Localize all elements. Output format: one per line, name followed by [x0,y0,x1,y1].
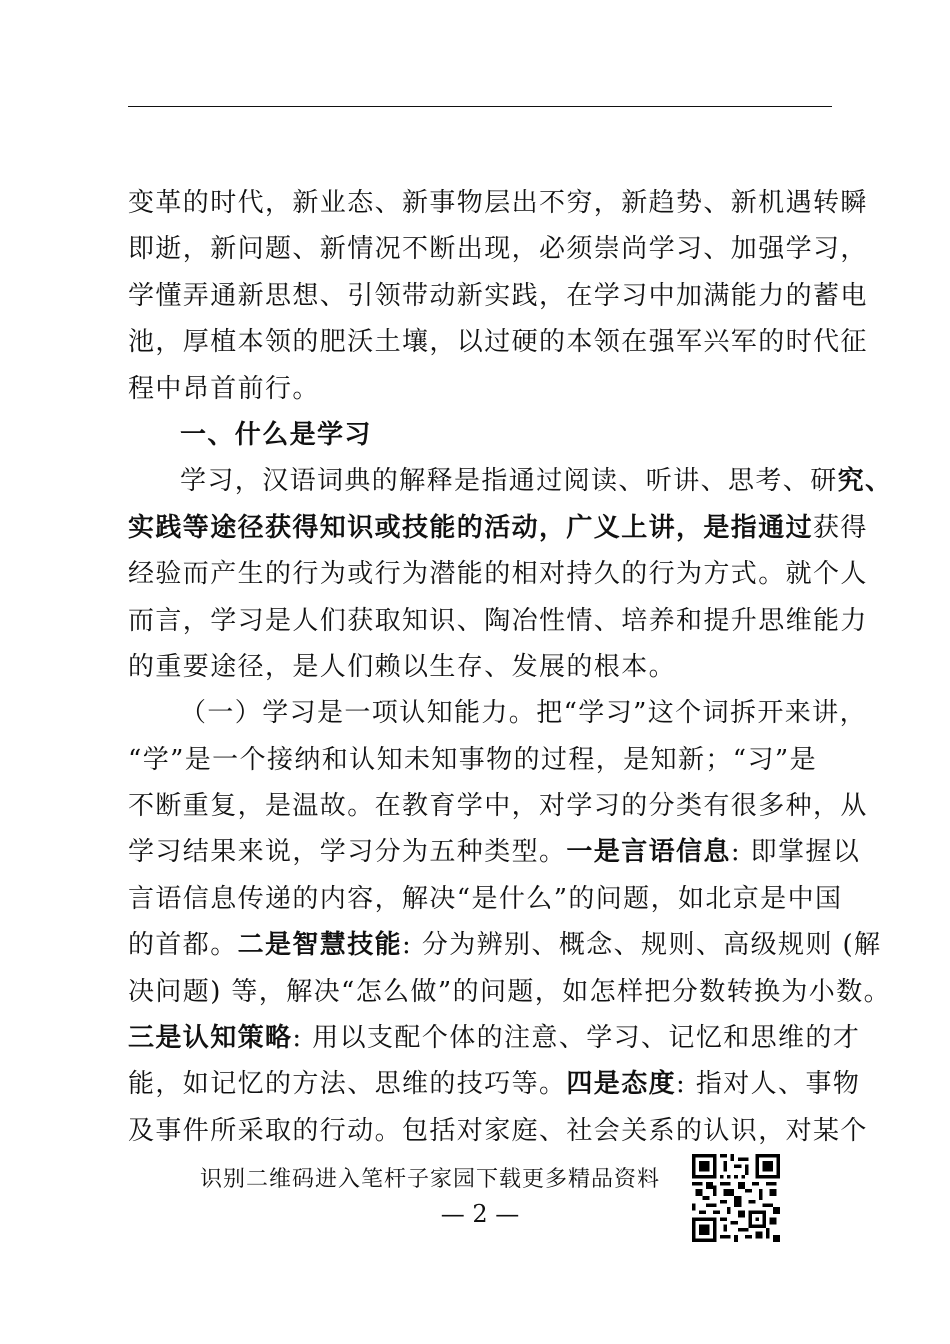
bold-span: 二是智慧技能 [237,930,403,961]
paragraph-line: 即逝，新问题、新情况不断出现，必须崇尚学习、加强学习， [128,234,868,265]
text-span: 获得 [813,512,868,543]
paragraph-line: 言语信息传递的内容，解决“是什么”的问题，如北京是中国 [128,883,843,914]
bold-span: 究、 [837,466,893,497]
footer-note: 识别二维码进入笔杆子家园下载更多精品资料 [200,1167,661,1192]
qr-code-icon [692,1154,780,1242]
text-span: 能，如记忆的方法、思维的技巧等。 [128,1069,567,1100]
paragraph-line: 经验而产生的行为或行为潜能的相对持久的行为方式。就个人 [128,559,868,590]
paragraph-line: 学懂弄通新思想、引领带动新实践，在学习中加满能力的蓄电 [128,280,868,311]
paragraph-line: “学”是一个接纳和认知未知事物的过程，是知新；“习”是 [128,744,817,775]
bold-span: 实践等途径获得知识或技能的活动，广义上讲，是指通过 [128,512,814,543]
paragraph-line: 程中昂首前行。 [128,373,320,404]
paragraph-line [128,1061,861,1107]
paragraph-line [128,505,868,551]
text-span: : 用以支配个体的注意、学习、记忆和思维的才 [292,1023,861,1054]
bold-span: 三是认知策略 [128,1023,293,1054]
paragraph-line [128,829,861,875]
paragraph-line: 及事件所采取的行动。包括对家庭、社会关系的认识，对某个 [128,1115,868,1146]
paragraph-line: 的重要途径，是人们赖以生存、发展的根本。 [128,651,677,682]
bold-span: 一是言语信息 [566,837,731,868]
text-span: : 即掌握以 [730,837,861,868]
paragraph-line: 不断重复，是温故。在教育学中，对学习的分类有很多种，从 [128,791,868,822]
paragraph-line: 而言，学习是人们获取知识、陶冶性情、培养和提升思维能力 [128,605,868,636]
section-heading: 一、什么是学习 [180,419,372,450]
text-span: 学习，汉语词典的解释是指通过阅读、听讲、思考、研 [180,466,838,497]
paragraph-line: （一）学习是一项认知能力。把“学习”这个词拆开来讲， [180,698,867,729]
text-span: 学习结果来说，学习分为五种类型。 [128,837,567,868]
page-number: — 2 — [440,1200,520,1228]
bold-span: 四是态度 [566,1069,677,1100]
header-rule [128,106,832,107]
text-span: : 指对人、事物 [676,1069,861,1100]
paragraph-line [128,458,893,504]
document-body [128,180,893,1154]
paragraph-line: 变革的时代，新业态、新事物层出不穷，新趋势、新机遇转瞬 [128,188,868,218]
text-span: : 分为辨别、概念、规则、高级规则 (解 [402,930,882,961]
paragraph-line [128,1015,861,1061]
paragraph-line [128,922,882,968]
paragraph-line: 池，厚植本领的肥沃土壤，以过硬的本领在强军兴军的时代征 [128,327,868,358]
text-span: 的首都。 [128,930,238,961]
paragraph-line: 决问题) 等，解决“怎么做”的问题，如怎样把分数转换为小数。 [128,976,891,1007]
